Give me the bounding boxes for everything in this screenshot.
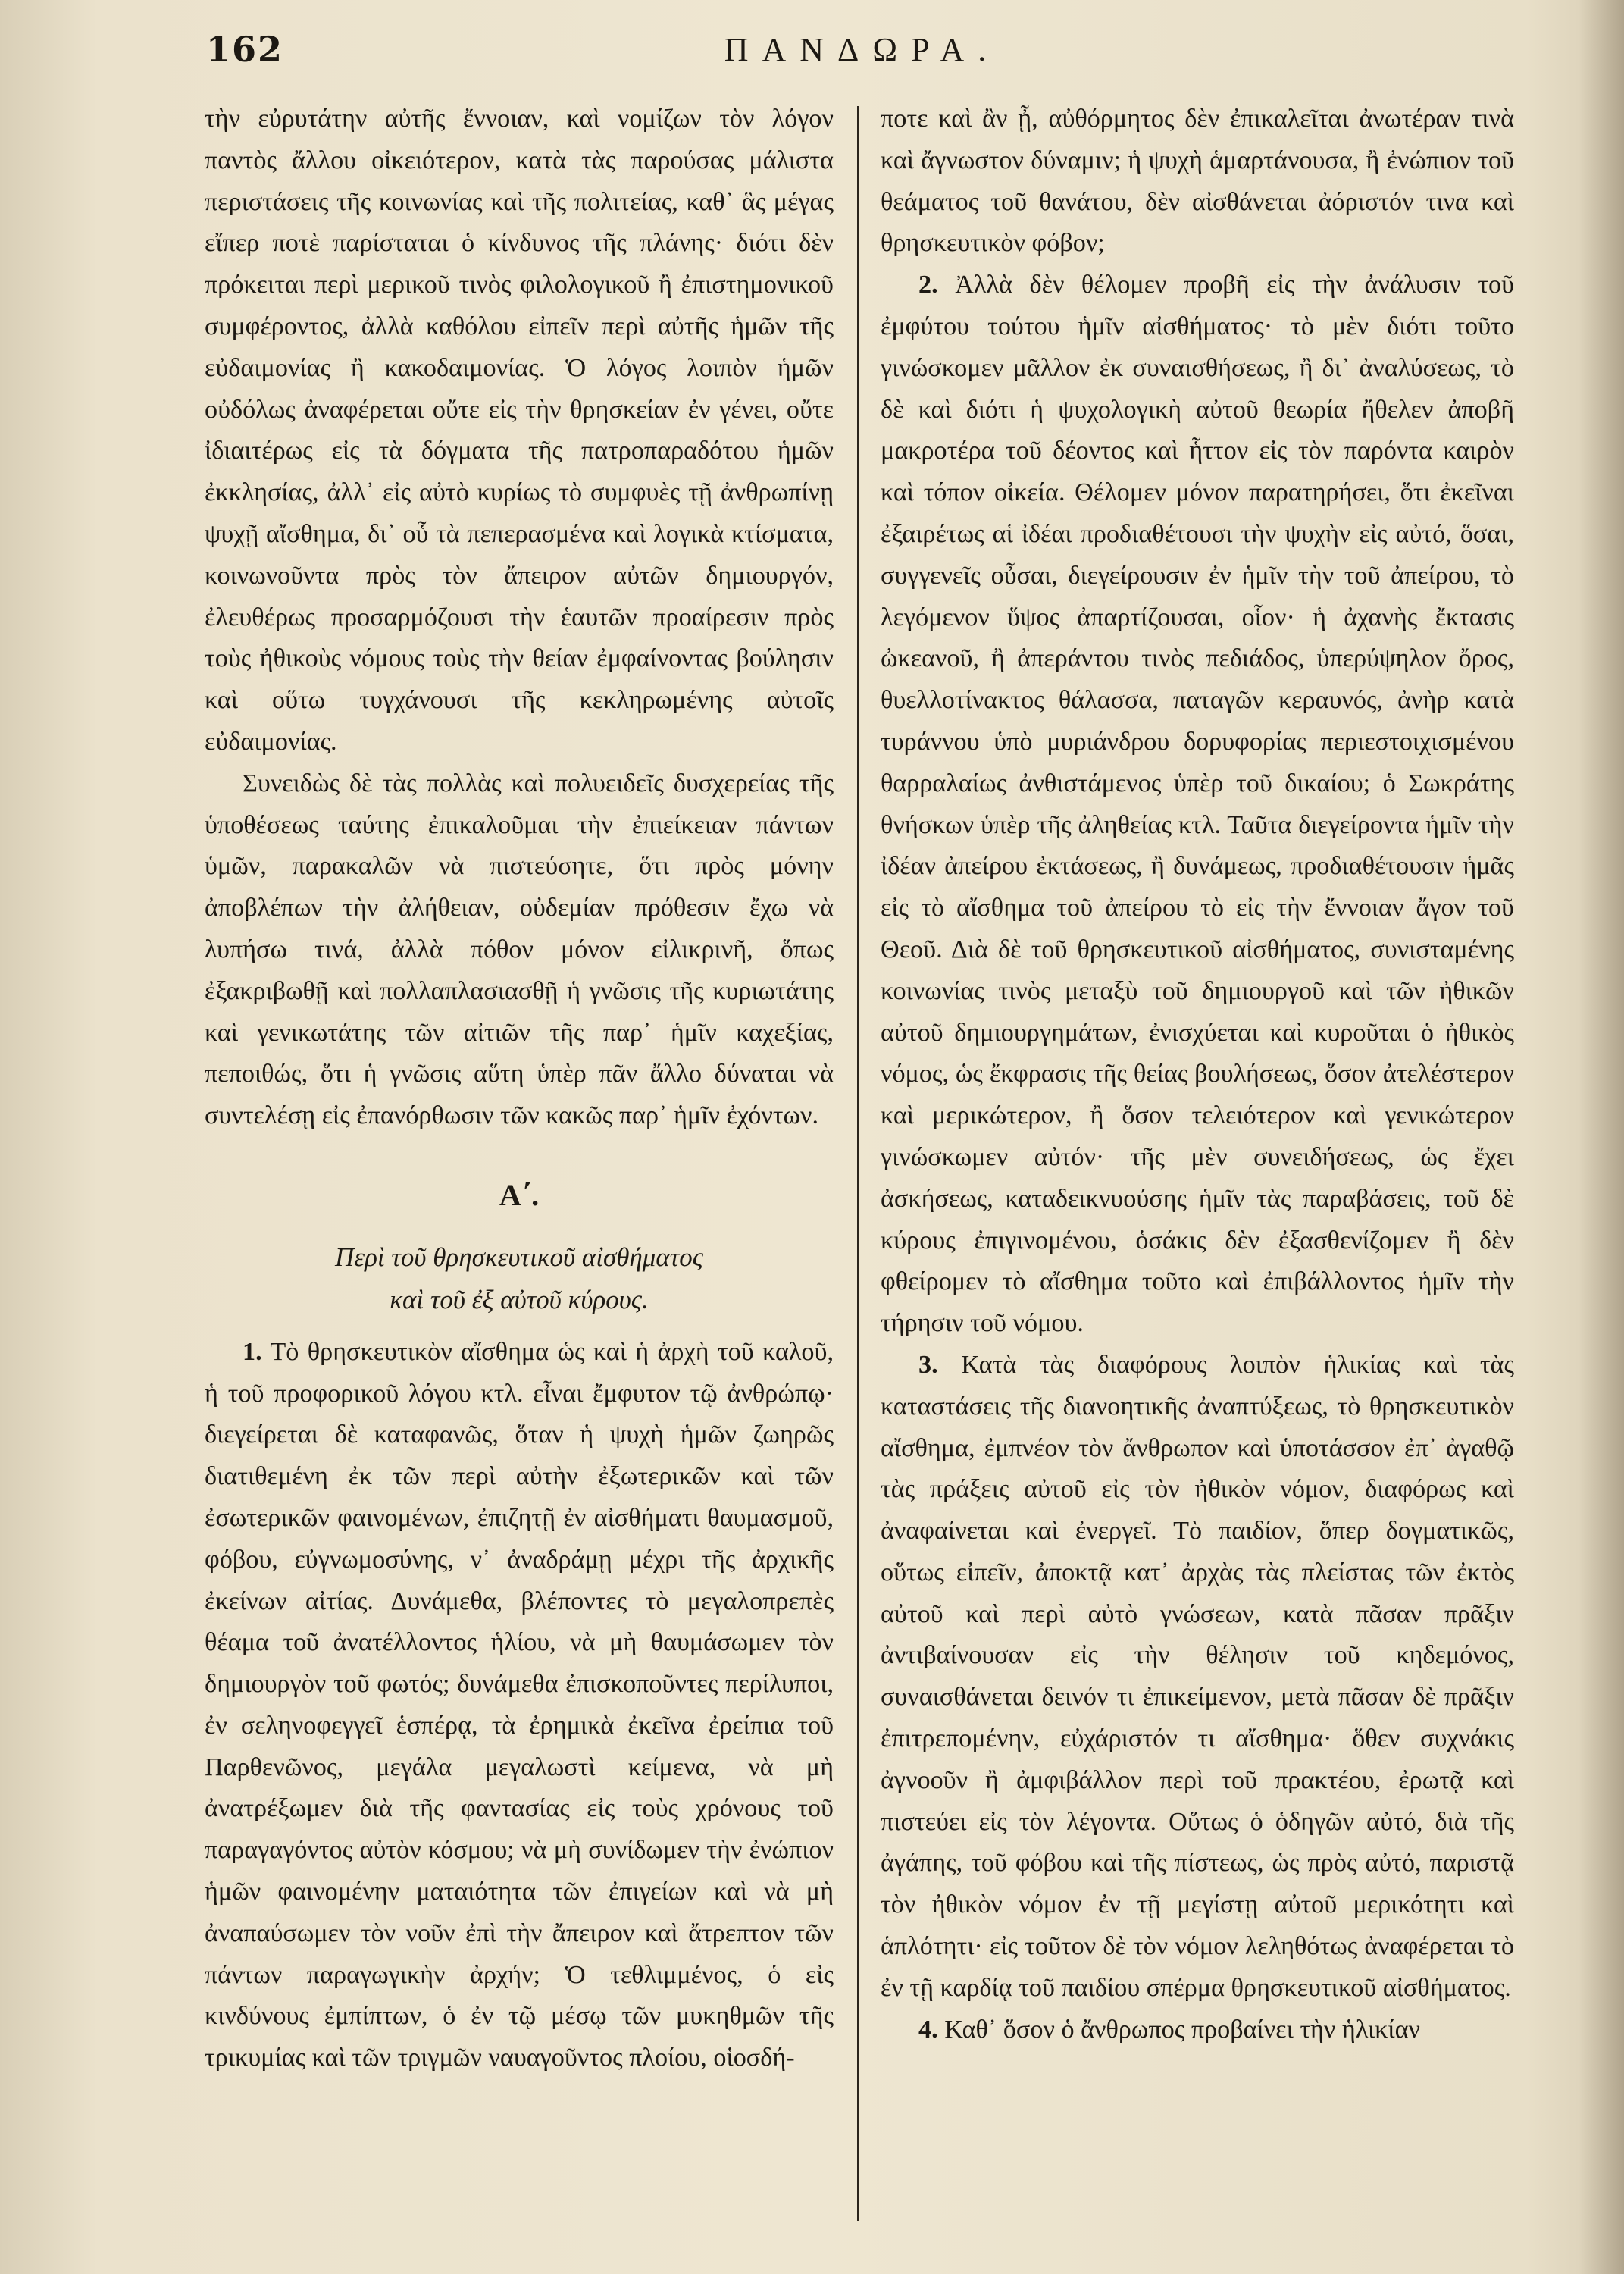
paragraph: ποτε καὶ ἂν ᾖ, αὐθόρμητος δὲν ἐπικαλεῖται ἀνωτέραν τινὰ καὶ ἄγνωστον δύναμιν; ἡ ψυχὴ ἁμαρτάνουσα, ἢ ἐνώπιον τοῦ θεάματος τοῦ θανάτου, δὲν αἰσθάνεται ἀόριστόν τινα καὶ θρησκευτικὸν φόβον; xyxy=(881,105,1514,258)
page-edge-shadow xyxy=(1579,0,1624,2274)
column-divider xyxy=(857,106,859,2221)
section-mark: Α΄. xyxy=(499,1177,540,1212)
paragraph: Συνειδὼς δὲ τὰς πολλὰς καὶ πολυειδεῖς δυσχερείας τῆς ὑποθέσεως ταύτης ἐπικαλοῦμαι τὴν ἐπιείκειαν πάντων ὑμῶν, παρακαλῶν νὰ πιστεύσητε, ὅτι πρὸς μόνην ἀποβλέπων τὴν ἀλήθειαν, οὐδεμίαν πρόθεσιν ἔχω νὰ λυπήσω τινά, ἀλλὰ πόθον μόνον εἰλικρινῆ, ὅπως ἐξακριβωθῇ καὶ πολλαπλασιασθῇ ἡ γνῶσις τῆς κυριωτάτης καὶ γενικωτάτης τῶν αἰτιῶν τῆς παρ᾽ ἡμῖν καχεξίας, πεποιθώς, ὅτι ἡ γνῶσις αὕτη ὑπὲρ πᾶν ἄλλο δύναται νὰ συντελέσῃ εἰς ἐπανόρθωσιν τῶν κακῶς παρ᾽ ἡμῖν ἐχόντων. xyxy=(205,769,834,1130)
running-title: ΠΑΝΔΩΡΑ. xyxy=(724,31,1000,68)
right-column xyxy=(881,99,1514,2050)
paragraph-number: 3. xyxy=(918,1350,938,1379)
paragraph-text: Τὸ θρησκευτικὸν αἴσθημα ὡς καὶ ἡ ἀρχὴ τοῦ καλοῦ, ἡ τοῦ προφορικοῦ λόγου κτλ. εἶναι ἔμφυτον τῷ ἀνθρώπῳ· διεγείρεται δὲ καταφανῶς, ὅταν ἡ ψυχὴ ἡμῶν ζωηρῶς διατιθεμένη ἐκ τῶν περὶ αὐτὴν ἐξωτερικῶν καὶ τῶν ἐσωτερικῶν φαινομένων, ἐπιζητῇ ἐν αἰσθήματι θαυμασμοῦ, φόβου, εὐγνωμοσύνης, ν᾽ ἀναδράμῃ μέχρι τῆς ἀρχικῆς ἐκείνων αἰτίας. Δυνάμεθα, βλέποντες τὸ μεγαλοπρεπὲς θέαμα τοῦ ἀνατέλλοντος ἡλίου, νὰ μὴ θαυμάσωμεν τὸν δημιουργὸν τοῦ φωτός; δυνάμεθα ἐπισκοποῦντες περίλυποι, ἐν σεληνοφεγγεῖ ἑσπέρᾳ, τὰ ἐρημικὰ ἐκεῖνα ἐρείπια τοῦ Παρθενῶνος, μεγάλα μεγαλωστὶ κείμενα, νὰ μὴ ἀνατρέξωμεν διὰ τῆς φαντασίας εἰς τοὺς χρόνους τοῦ παραγαγόντος αὐτὸν κόσμου; νὰ μὴ συνίδωμεν τὴν ἐνώπιον ἡμῶν φαινομένην ματαιότητα τῶν ἐπιγείων καὶ νὰ μὴ ἀναπαύσωμεν τὸν νοῦν ἐπὶ τὴν ἄπειρον καὶ ἄτρεπτον τῶν πάντων παραγωγικὴν ἀρχήν; Ὁ τεθλιμμένος, ὁ εἰς κινδύνους ἐμπίπτων, ὁ ἐν τῷ μέσῳ τῶν μυκηθμῶν τῆς τρικυμίας καὶ τῶν τριγμῶν ναυαγοῦντος πλοίου, οἱοσδή- xyxy=(205,1337,834,2072)
numbered-paragraph xyxy=(205,1332,834,2079)
paragraph-text: Κατὰ τὰς διαφόρους λοιπὸν ἡλικίας καὶ τὰς καταστάσεις τῆς διανοητικῆς ἀναπτύξεως, τὸ θρησκευτικὸν αἴσθημα, ἐμπνέον τὸν ἄνθρωπον καὶ ὑποτάσσον ἐπ᾽ ἀγαθῷ τὰς πράξεις αὐτοῦ εἰς τὸν ἠθικὸν νόμον, διαφόρως καὶ ἀναφαίνεται καὶ ἐνεργεῖ. Τὸ παιδίον, ὅπερ δογματικῶς, οὕτως εἰπεῖν, ἀποκτᾷ κατ᾽ ἀρχὰς τὰς πλείστας τῶν ἐκτὸς αὐτοῦ καὶ περὶ αὐτὸ γνώσεων, κατὰ πᾶσαν πρᾶξιν ἀντιβαίνουσαν εἰς τὴν θέλησιν τοῦ κηδεμόνος, συναισθάνεται δεινόν τι ἐπικείμενον, μετὰ πᾶσαν δὲ πρᾶξιν ἐπιτρεπομένην, εὐχάριστόν τι αἴσθημα· ὅθεν συχνάκις ἀγνοοῦν ἢ ἀμφιβάλλον περὶ τοῦ πρακτέου, ἐρωτᾷ καὶ πιστεύει εἰς τὸν λέγοντα. Οὕτως ὁ ὁδηγῶν αὐτό, διὰ τῆς ἀγάπης, τοῦ φόβου καὶ τῆς πίστεως, ὡς πρὸς αὐτό, παριστᾷ τὸν ἠθικὸν νόμον ἐν τῇ μεγίστῃ αὐτοῦ μερικότητι καὶ ἁπλότητι· εἰς τοῦτον δὲ τὸν νόμον λεληθότως ἀναφέρεται τὸ ἐν τῇ καρδίᾳ τοῦ παιδίου σπέρμα θρησκευτικοῦ αἰσθήματος. xyxy=(881,1350,1515,2002)
paragraph: τὴν εὐρυτάτην αὐτῆς ἔννοιαν, καὶ νομίζων τὸν λόγον παντὸς ἄλλου οἰκειότερον, κατὰ τὰς παρούσας μάλιστα περιστάσεις τῆς κοινωνίας καὶ τῆς πολιτείας, καθ᾽ ἃς μέγας εἴπερ ποτὲ παρίσταται ὁ κίνδυνος τῆς πλάνης· διότι δὲν πρόκειται περὶ μερικοῦ τινὸς φιλολογικοῦ ἢ ἐπιστημονικοῦ συμφέροντος, ἀλλὰ καθόλου εἰπεῖν περὶ αὐτῆς ἡμῶν τῆς εὐδαιμονίας ἢ κακοδαιμονίας. Ὁ λόγος λοιπὸν ἡμῶν οὐδόλως ἀναφέρεται οὔτε εἰς τὴν θρησκείαν ἐν γένει, οὔτε ἰδιαιτέρως εἰς τὰ δόγματα τῆς πατροπαραδότου ἡμῶν ἐκκλησίας, ἀλλ᾽ εἰς αὐτὸ κυρίως τὸ συμφυὲς τῇ ἀνθρωπίνῃ ψυχῇ αἴσθημα, δι᾽ οὗ τὰ πεπερασμένα καὶ λογικὰ κτίσματα, κοινωνοῦντα πρὸς τὸν ἄπειρον αὐτῶν δημιουργόν, ἐλευθέρως προσαρμόζουσι τὴν ἑαυτῶν προαίρεσιν πρὸς τοὺς ἠθικοὺς νόμους τοὺς τὴν θείαν ἐμφαίνοντας βούλησιν καὶ οὕτω τυγχάνουσι τῆς κεκληρωμένης αὐτοῖς εὐδαιμονίας. xyxy=(205,105,834,756)
section-title-line: καὶ τοῦ ἐξ αὐτοῦ κύρους. xyxy=(390,1284,649,1314)
page-header xyxy=(206,29,1518,82)
paragraph-number: 2. xyxy=(918,271,938,299)
section-title xyxy=(205,1236,834,1321)
paragraph-number: 1. xyxy=(243,1337,262,1366)
numbered-paragraph xyxy=(881,1345,1514,2009)
numbered-paragraph xyxy=(881,265,1514,1345)
paragraph-text: Ἀλλὰ δὲν θέλομεν προβῆ εἰς τὴν ἀνάλυσιν τοῦ ἐμφύτου τούτου ἡμῖν αἰσθήματος· τὸ μὲν διότι τοῦτο γινώσκομεν μᾶλλον ἐκ συναισθήσεως, ἢ δι᾽ ἀναλύσεως, τὸ δὲ καὶ διότι ἡ ψυχολογικὴ αὐτοῦ θεωρία ἤθελεν ἀποβῆ μακροτέρα τοῦ δέοντος καὶ ἧττον εἰς τὸν παρόντα καιρὸν καὶ τόπον οἰκεία. Θέλομεν μόνον παρατηρήσει, ὅτι ἐκεῖναι ἐξαιρέτως αἱ ἰδέαι προδιαθέτουσι τὴν ψυχὴν εἰς αὐτό, ὅσαι, συγγενεῖς οὖσαι, διεγείρουσιν ἐν ἡμῖν τὴν τοῦ ἀπείρου, τὸ λεγόμενον ὕψος ἀπαρτίζουσαι, οἷον· ἡ ἀχανὴς ἔκτασις ὠκεανοῦ, ἢ ἀπεράντου τινὸς πεδιάδος, ὑπερύψηλον ὄρος, θυελλοτίνακτος θάλασσα, παταγῶν κεραυνός, ἀνὴρ κατὰ τυράννου ὑπὸ μυριάνδρου δορυφορίας περιεστοιχισμένου θαρραλαίως ἀνθιστάμενος ὑπὲρ τοῦ δικαίου; ὁ Σωκράτης θνήσκων ὑπὲρ τῆς ἀληθείας κτλ. Ταῦτα διεγείροντα ἡμῖν τὴν ἰδέαν ἀπείρου ἐκτάσεως, ἢ δυνάμεως, προδιαθέτουσιν ἡμᾶς εἰς τὸ αἴσθημα τοῦ ἀπείρου τὸ εἰς τὴν ἔννοιαν ἄγον τοῦ Θεοῦ. Διὰ δὲ τοῦ θρησκευτικοῦ αἰσθήματος, συνισταμένης κοινωνίας τινὸς μεταξὺ τοῦ δημιουργοῦ καὶ τῶν ἠθικῶν αὐτοῦ δημιουργημάτων, ἐνισχύεται καὶ κυροῦται ὁ ἠθικὸς νόμος, ὡς ἔκφρασις τῆς θείας βουλήσεως, ὅσον ἀτελέστερον καὶ μερικώτερον, ἢ ὅσον τελειότερον καὶ γενικώτερον γινώσκωμεν αὐτόν· τῆς μὲν συνειδήσεως, ὡς ἔχει ἀσκήσεως, καταδεικνυούσης ἡμῖν τὰς παραβάσεις, τοῦ δὲ κύρους ἐπιγινομένου, ὁσάκις δὲν ἐξασθενίζομεν ἢ δὲν φθείρομεν τὸ αἴσθημα τοῦτο καὶ ἐπιβάλλοντος ἡμῖν τὴν τήρησιν τοῦ νόμου. xyxy=(881,271,1515,1338)
paragraph-number: 4. xyxy=(918,2015,938,2044)
numbered-paragraph xyxy=(881,2009,1514,2051)
left-column xyxy=(205,99,834,2079)
page-number: 162 xyxy=(206,29,284,70)
section-title-line: Περὶ τοῦ θρησκευτικοῦ αἰσθήματος xyxy=(335,1242,703,1272)
paragraph-text: Καθ᾽ ὅσον ὁ ἄνθρωπος προβαίνει τὴν ἡλικίαν xyxy=(944,2015,1420,2044)
